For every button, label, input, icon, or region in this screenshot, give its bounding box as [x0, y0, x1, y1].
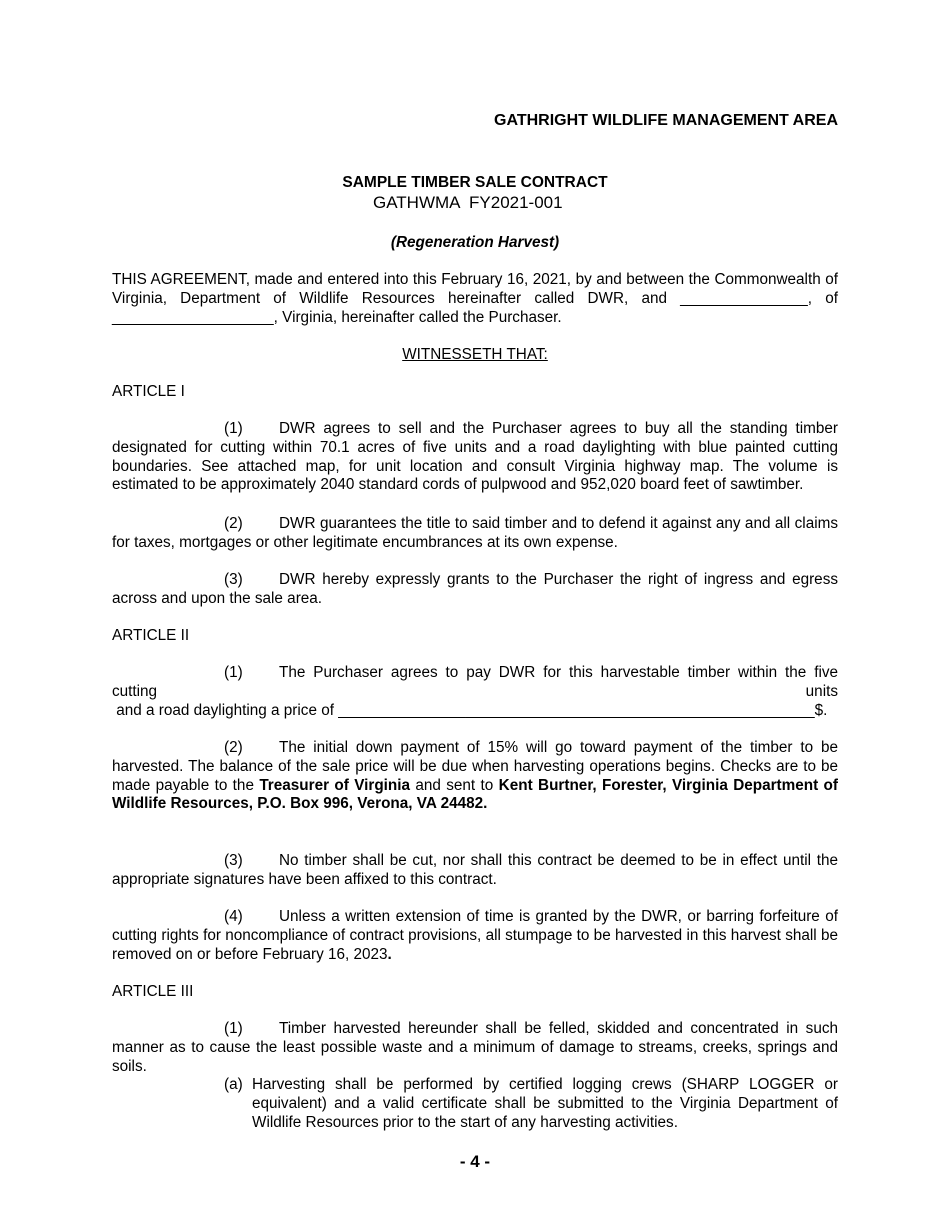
payee-name: Treasurer of Virginia — [259, 776, 411, 794]
article-1-para-2 — [112, 515, 838, 553]
subpara-label: (a) — [224, 1076, 243, 1093]
para-text: DWR hereby expressly grants to the Purchaser the right of ingress and egress across and upon the sale area. — [112, 571, 838, 607]
para-number: (3) — [224, 852, 243, 869]
page-number: - 4 - — [459, 1152, 491, 1171]
para-number: (3) — [224, 571, 243, 588]
witnesseth-heading: WITNESSETH THAT: — [402, 346, 548, 363]
para-number: (1) — [224, 664, 243, 681]
para-text: and sent to — [410, 776, 499, 794]
para-number: (4) — [224, 908, 243, 925]
contract-title: SAMPLE TIMBER SALE CONTRACT — [342, 174, 608, 191]
mailing-address: Kent Burtner, Forester, Virginia Department of Wildlife Resources, P.O. Box 996, Verona, VA 24482. — [112, 776, 838, 813]
article-2-para-2 — [112, 739, 838, 814]
para-text: The initial down payment of 15% will go toward payment of the timber to be harvested. The balance of the sale price will be due when harvesting operations begins. Checks are to be made payable to the — [112, 739, 838, 794]
para-text: Unless a written extension of time is granted by the DWR, or barring forfeiture of cutting rights for noncompliance of contract provisions, all stumpage to be harvested in this harvest shall be removed on or before February 16, 2023 — [112, 908, 838, 963]
para-text: The Purchaser agrees to pay DWR for this harvestable timber within the five cutting units — [112, 664, 838, 700]
subpara-text: Harvesting shall be performed by certified logging crews (SHARP LOGGER or equivalent) and a valid certificate shall be submitted to the Virginia Department of Wildlife Resources prior to the start of any harvesting activities. — [252, 1076, 838, 1131]
article-2-para-1 — [112, 664, 838, 720]
para-number: (1) — [224, 420, 243, 437]
para-number: (1) — [224, 1020, 243, 1037]
para-number: (2) — [224, 515, 243, 532]
para-number: (2) — [224, 739, 243, 756]
para-text: DWR guarantees the title to said timber and to defend it against any and all claims for taxes, mortgages or other legitimate encumbrances at its own expense. — [112, 515, 838, 551]
para-text: Timber harvested hereunder shall be felled, skidded and concentrated in such manner as to cause the least possible waste and a minimum of damage to streams, creeks, springs and soils. — [112, 1020, 838, 1075]
intro-paragraph: THIS AGREEMENT, made and entered into this February 16, 2021, by and between the Commonwealth of Virginia, Department of Wildlife Resources hereinafter called DWR, and _______________, of ___________________, Virginia, hereinafter called the Purchaser. — [112, 271, 838, 326]
area-title: GATHRIGHT WILDLIFE MANAGEMENT AREA — [494, 112, 838, 129]
article-1-para-1 — [112, 420, 838, 495]
para-text: No timber shall be cut, nor shall this contract be deemed to be in effect until the appropriate signatures have been affixed to this contract. — [112, 852, 838, 888]
harvest-type: (Regeneration Harvest) — [390, 234, 560, 251]
para-text: DWR agrees to sell and the Purchaser agrees to buy all the standing timber designated for cutting within 70.1 acres of five units and a road daylighting with blue painted cutting boundaries. See attached map, for unit location and consult Virginia highway map. The volume is estimated to be approximately 2040 standard cords of pulpwood and 952,020 board feet of sawtimber. — [112, 420, 838, 494]
article-3-title: ARTICLE III — [112, 983, 194, 1000]
article-2-para-4 — [112, 908, 838, 964]
article-3-subpara-a — [224, 1076, 838, 1132]
article-1-para-3 — [112, 571, 838, 609]
article-2-title: ARTICLE II — [112, 627, 190, 644]
article-3-para-1 — [112, 1020, 838, 1076]
para-end-mark: . — [387, 945, 392, 963]
article-2-para-3 — [112, 852, 838, 890]
article-1-title: ARTICLE I — [112, 383, 185, 400]
contract-id: GATHWMA FY2021-001 — [373, 193, 563, 212]
price-line: and a road daylighting a price of ________________________________________________________$. — [112, 701, 828, 719]
